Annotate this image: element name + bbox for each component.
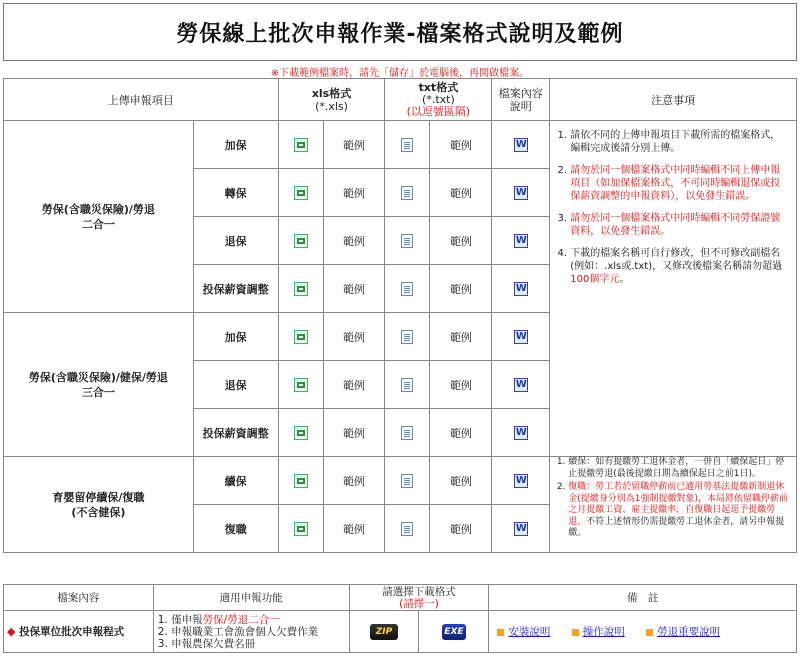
header-content-desc <box>492 79 550 121</box>
xls-example-link[interactable]: 範例 <box>323 217 385 265</box>
upload-item-label: 退保 <box>193 361 278 409</box>
txt-label: txt格式 <box>418 80 459 94</box>
xls-example-link[interactable]: 範例 <box>323 121 385 169</box>
group-name-line2: (不含健保) <box>71 505 126 519</box>
upload-item-label: 轉保 <box>193 169 278 217</box>
word-doc-icon-cell <box>492 265 550 313</box>
bullet-square-icon <box>572 629 579 636</box>
footer-header-content: 檔案內容 <box>4 585 154 611</box>
txt-example-link[interactable]: 範例 <box>430 409 492 457</box>
text-file-icon-cell <box>385 457 430 505</box>
word-doc-icon[interactable] <box>514 330 528 344</box>
upload-item-label: 加保 <box>193 121 278 169</box>
header-upload-item: 上傳申報項目 <box>4 79 279 121</box>
word-doc-icon[interactable] <box>514 138 528 152</box>
text-file-icon[interactable] <box>401 378 413 392</box>
txt-example-link[interactable]: 範例 <box>430 505 492 553</box>
word-doc-icon-cell <box>492 409 550 457</box>
xls-example-link[interactable]: 範例 <box>323 361 385 409</box>
text-file-icon-cell <box>385 361 430 409</box>
link-install[interactable]: 安裝說明 <box>497 626 550 638</box>
title-box <box>3 3 797 61</box>
exe-cell <box>419 611 489 653</box>
download-warning: ※下載範例檔案時，請先「儲存」於電腦後，再開啟檔案。 <box>270 68 530 79</box>
excel-file-icon[interactable] <box>294 522 308 536</box>
word-doc-icon[interactable] <box>514 282 528 296</box>
excel-file-icon-cell <box>278 505 323 553</box>
xls-example-link[interactable]: 範例 <box>323 265 385 313</box>
note-item: 3. 請勿於同一個檔案格式中同時編輯不同勞保證號資料，以免發生錯誤。 <box>570 212 790 238</box>
download-label: 請選擇下載格式 <box>382 585 456 598</box>
group-name-line1: 育嬰留停續保/復職 <box>52 490 145 504</box>
program-cell <box>4 611 154 653</box>
text-file-icon[interactable] <box>401 282 413 296</box>
excel-file-icon[interactable] <box>294 138 308 152</box>
header-xls <box>278 79 385 121</box>
notes-main <box>550 121 797 457</box>
text-file-icon-cell <box>385 313 430 361</box>
text-file-icon[interactable] <box>401 186 413 200</box>
note-item: 4. 下載的檔案名稱可自行修改，但不可修改副檔名(例如：.xls或.txt)，又修改後檔案名稱請勿超過100個字元。 <box>570 247 790 286</box>
word-doc-icon-cell <box>492 361 550 409</box>
excel-file-icon-cell <box>278 313 323 361</box>
excel-file-icon-cell <box>278 409 323 457</box>
text-file-icon-cell <box>385 217 430 265</box>
link-pension[interactable]: 勞退重要說明 <box>646 626 720 638</box>
xls-example-link[interactable]: 範例 <box>323 409 385 457</box>
text-file-icon-cell <box>385 265 430 313</box>
table-row <box>4 457 797 505</box>
footer-header-remarks: 備 註 <box>489 585 797 611</box>
note-item: 2. 請勿於同一個檔案格式中同時編輯不同上傳申報項目（如加保檔案格式，不可同時編輯退保或投保薪資調整的申報資料），以免發生錯誤。 <box>570 164 790 203</box>
note-item: 2. 復職：勞工若於留職停薪前已適用勞基法提繳新制退休金(提繳身分別為1強制提繳對象)，本局將依留職停薪前之月提繳工資、雇主提繳率，自復職日起逕予提繳勞退。不符上述情形仍需提繳勞工退休金者，請另申報提繳。 <box>568 482 790 540</box>
download-sub: (請擇一) <box>399 597 439 610</box>
upload-item-label: 退保 <box>193 217 278 265</box>
excel-file-icon[interactable] <box>294 426 308 440</box>
excel-file-icon-cell <box>278 361 323 409</box>
txt-ext: (*.txt) <box>422 92 455 106</box>
exe-download-icon[interactable]: EXE <box>442 624 466 640</box>
header-txt <box>385 79 492 121</box>
xls-example-link[interactable]: 範例 <box>323 457 385 505</box>
txt-example-link[interactable]: 範例 <box>430 313 492 361</box>
format-table <box>3 78 797 553</box>
excel-file-icon-cell <box>278 217 323 265</box>
excel-file-icon[interactable] <box>294 330 308 344</box>
upload-item-label: 續保 <box>193 457 278 505</box>
upload-item-label: 復職 <box>193 505 278 553</box>
upload-item-label: 投保薪資調整 <box>193 265 278 313</box>
upload-item-label: 投保薪資調整 <box>193 409 278 457</box>
notes-leave <box>550 457 797 553</box>
diamond-bullet-icon: ◆ <box>7 625 16 638</box>
group-name <box>4 457 194 553</box>
note-item: 1. 請依不同的上傳申報項目下載所需的檔案格式，編輯完成後請分別上傳。 <box>570 129 790 155</box>
text-file-icon[interactable] <box>401 330 413 344</box>
link-operation[interactable]: 操作說明 <box>572 626 625 638</box>
txt-example-link[interactable]: 範例 <box>430 169 492 217</box>
function-item-1: 1. 僅申報勞保/勞退二合一 <box>157 613 280 626</box>
group-name <box>4 121 194 313</box>
excel-file-icon[interactable] <box>294 282 308 296</box>
txt-example-link[interactable]: 範例 <box>430 265 492 313</box>
text-file-icon[interactable] <box>401 426 413 440</box>
zip-cell <box>349 611 419 653</box>
word-doc-icon[interactable] <box>514 234 528 248</box>
word-doc-icon[interactable] <box>514 426 528 440</box>
xls-example-link[interactable]: 範例 <box>323 169 385 217</box>
group-name-line1: 勞保(含職災保險)/勞退 <box>41 202 155 216</box>
txt-example-link[interactable]: 範例 <box>430 457 492 505</box>
txt-example-link[interactable]: 範例 <box>430 121 492 169</box>
group-name-line1: 勞保(含職災保險)/健保/勞退 <box>28 370 168 384</box>
table-row <box>4 121 797 169</box>
text-file-icon-cell <box>385 409 430 457</box>
word-doc-icon-cell <box>492 121 550 169</box>
excel-file-icon-cell <box>278 169 323 217</box>
word-doc-icon-cell <box>492 505 550 553</box>
xls-example-link[interactable]: 範例 <box>323 505 385 553</box>
xls-example-link[interactable]: 範例 <box>323 313 385 361</box>
text-file-icon-cell <box>385 169 430 217</box>
excel-file-icon-cell <box>278 457 323 505</box>
txt-note: (以逗號區隔) <box>406 104 471 118</box>
function-item-2: 2. 申報職業工會漁會個人欠費作業 <box>157 625 319 638</box>
header-notes: 注意事項 <box>550 79 797 121</box>
excel-file-icon-cell <box>278 121 323 169</box>
bullet-square-icon <box>497 629 504 636</box>
excel-file-icon[interactable] <box>294 378 308 392</box>
program-name: 投保單位批次申報程式 <box>19 626 125 638</box>
content-desc-label: 檔案內容說明 <box>498 86 543 113</box>
text-file-icon[interactable] <box>401 474 413 488</box>
txt-example-link[interactable]: 範例 <box>430 361 492 409</box>
txt-example-link[interactable]: 範例 <box>430 217 492 265</box>
word-doc-icon-cell <box>492 313 550 361</box>
word-doc-icon[interactable] <box>514 378 528 392</box>
word-doc-icon-cell <box>492 457 550 505</box>
excel-file-icon[interactable] <box>294 186 308 200</box>
bullet-square-icon <box>646 629 653 636</box>
xls-label: xls格式 <box>311 86 352 100</box>
footer-header-function: 適用申報功能 <box>153 585 349 611</box>
group-name-line2: 三合一 <box>81 385 115 399</box>
text-file-icon[interactable] <box>401 234 413 248</box>
word-doc-icon[interactable] <box>514 474 528 488</box>
upload-item-label: 加保 <box>193 313 278 361</box>
text-file-icon[interactable] <box>401 138 413 152</box>
remarks-cell <box>489 611 797 653</box>
group-name <box>4 313 194 457</box>
excel-file-icon[interactable] <box>294 234 308 248</box>
word-doc-icon-cell <box>492 169 550 217</box>
excel-file-icon[interactable] <box>294 474 308 488</box>
xls-ext: (*.xls) <box>315 99 348 113</box>
download-table <box>3 584 797 653</box>
excel-file-icon-cell <box>278 265 323 313</box>
group-name-line2: 二合一 <box>81 217 115 231</box>
word-doc-icon[interactable] <box>514 522 528 536</box>
text-file-icon[interactable] <box>401 522 413 536</box>
function-item-3: 3. 申報農保欠費名冊 <box>157 637 256 650</box>
zip-download-icon[interactable]: ZIP <box>370 624 398 640</box>
word-doc-icon[interactable] <box>514 186 528 200</box>
footer-header-download <box>349 585 489 611</box>
function-list <box>153 611 349 653</box>
word-doc-icon-cell <box>492 217 550 265</box>
text-file-icon-cell <box>385 121 430 169</box>
note-item: 1. 續保：如有提繳勞工退休金者，一併自「續保起日」停止提繳勞退(最後提繳日期為續保起日之前1日)。 <box>568 457 790 480</box>
page-title: 勞保線上批次申報作業-檔案格式說明及範例 <box>176 21 624 47</box>
text-file-icon-cell <box>385 505 430 553</box>
